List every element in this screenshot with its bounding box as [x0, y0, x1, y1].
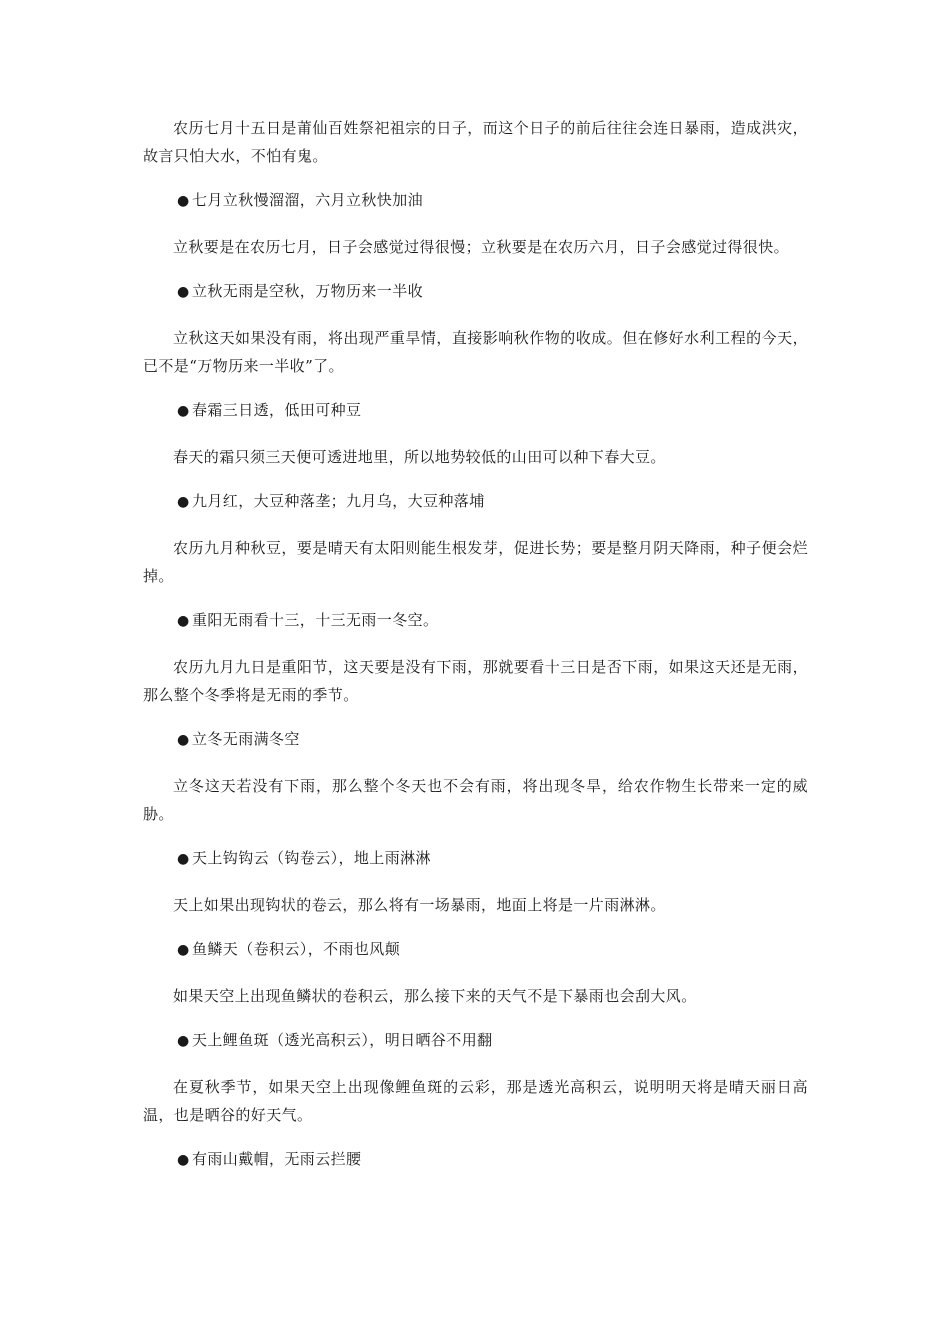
paragraph: 春天的霜只须三天便可透进地里，所以地势较低的山田可以种下春大豆。 — [173, 448, 666, 466]
proverb-text: 九月红，大豆种落垄；九月乌，大豆种落埔 — [192, 492, 485, 510]
proverb-text: 天上钩钩云（钩卷云），地上雨淋淋 — [192, 849, 431, 867]
bullet-icon: ● — [177, 851, 190, 867]
paragraph: 立秋这天如果没有雨，将出现严重旱情，直接影响秋作物的收成。但在修好水利工程的今天，已不是“万物历来一半收”了。 — [143, 329, 808, 375]
proverb-heading — [143, 396, 808, 425]
proverb-heading — [143, 1145, 808, 1174]
proverb-heading — [143, 844, 808, 873]
paragraph: 农历七月十五日是莆仙百姓祭祀祖宗的日子，而这个日子的前后往往会连日暴雨，造成洪灾，故言只怕大水，不怕有鬼。 — [143, 119, 808, 165]
bullet-icon: ● — [177, 193, 190, 209]
proverb-heading — [143, 606, 808, 635]
paragraph: 农历九月种秋豆，要是晴天有太阳则能生根发芽，促进长势；要是整月阴天降雨，种子便会烂掉。 — [143, 539, 808, 585]
paragraph: 如果天空上出现鱼鳞状的卷积云，那么接下来的天气不是下暴雨也会刮大风。 — [173, 987, 697, 1005]
proverb-heading — [143, 1026, 808, 1055]
paragraph: 天上如果出现钩状的卷云，那么将有一场暴雨，地面上将是一片雨淋淋。 — [173, 896, 666, 914]
proverb-text: 春霜三日透，低田可种豆 — [192, 401, 362, 419]
bullet-icon: ● — [177, 1152, 190, 1168]
paragraph: 农历九月九日是重阳节，这天要是没有下雨，那就要看十三日是否下雨，如果这天还是无雨，那么整个冬季将是无雨的季节。 — [143, 658, 808, 704]
bullet-icon: ● — [177, 494, 190, 510]
bullet-icon: ● — [177, 403, 190, 419]
proverb-heading — [143, 725, 808, 754]
proverb-text: 有雨山戴帽，无雨云拦腰 — [192, 1150, 362, 1168]
proverb-text: 天上鲤鱼斑（透光高积云），明日晒谷不用翻 — [192, 1031, 493, 1049]
proverb-heading — [143, 277, 808, 306]
paragraph: 在夏秋季节，如果天空上出现像鲤鱼斑的云彩，那是透光高积云，说明明天将是晴天丽日高温，也是晒谷的好天气。 — [143, 1078, 808, 1124]
bullet-icon: ● — [177, 284, 190, 300]
proverb-text: 立秋无雨是空秋，万物历来一半收 — [192, 282, 424, 300]
proverb-text: 重阳无雨看十三，十三无雨一冬空。 — [192, 611, 439, 629]
document-body — [143, 114, 808, 1192]
bullet-icon: ● — [177, 732, 190, 748]
bullet-icon: ● — [177, 942, 190, 958]
proverb-text: 七月立秋慢溜溜，六月立秋快加油 — [192, 191, 424, 209]
proverb-text: 鱼鳞天（卷积云），不雨也风颠 — [192, 940, 401, 958]
proverb-text: 立冬无雨满冬空 — [192, 730, 300, 748]
proverb-heading — [143, 487, 808, 516]
paragraph: 立冬这天若没有下雨，那么整个冬天也不会有雨，将出现冬旱，给农作物生长带来一定的威胁。 — [143, 777, 808, 823]
paragraph: 立秋要是在农历七月，日子会感觉过得很慢；立秋要是在农历六月，日子会感觉过得很快。 — [173, 238, 790, 256]
proverb-heading — [143, 935, 808, 964]
bullet-icon: ● — [177, 613, 190, 629]
bullet-icon: ● — [177, 1033, 190, 1049]
proverb-heading — [143, 186, 808, 215]
